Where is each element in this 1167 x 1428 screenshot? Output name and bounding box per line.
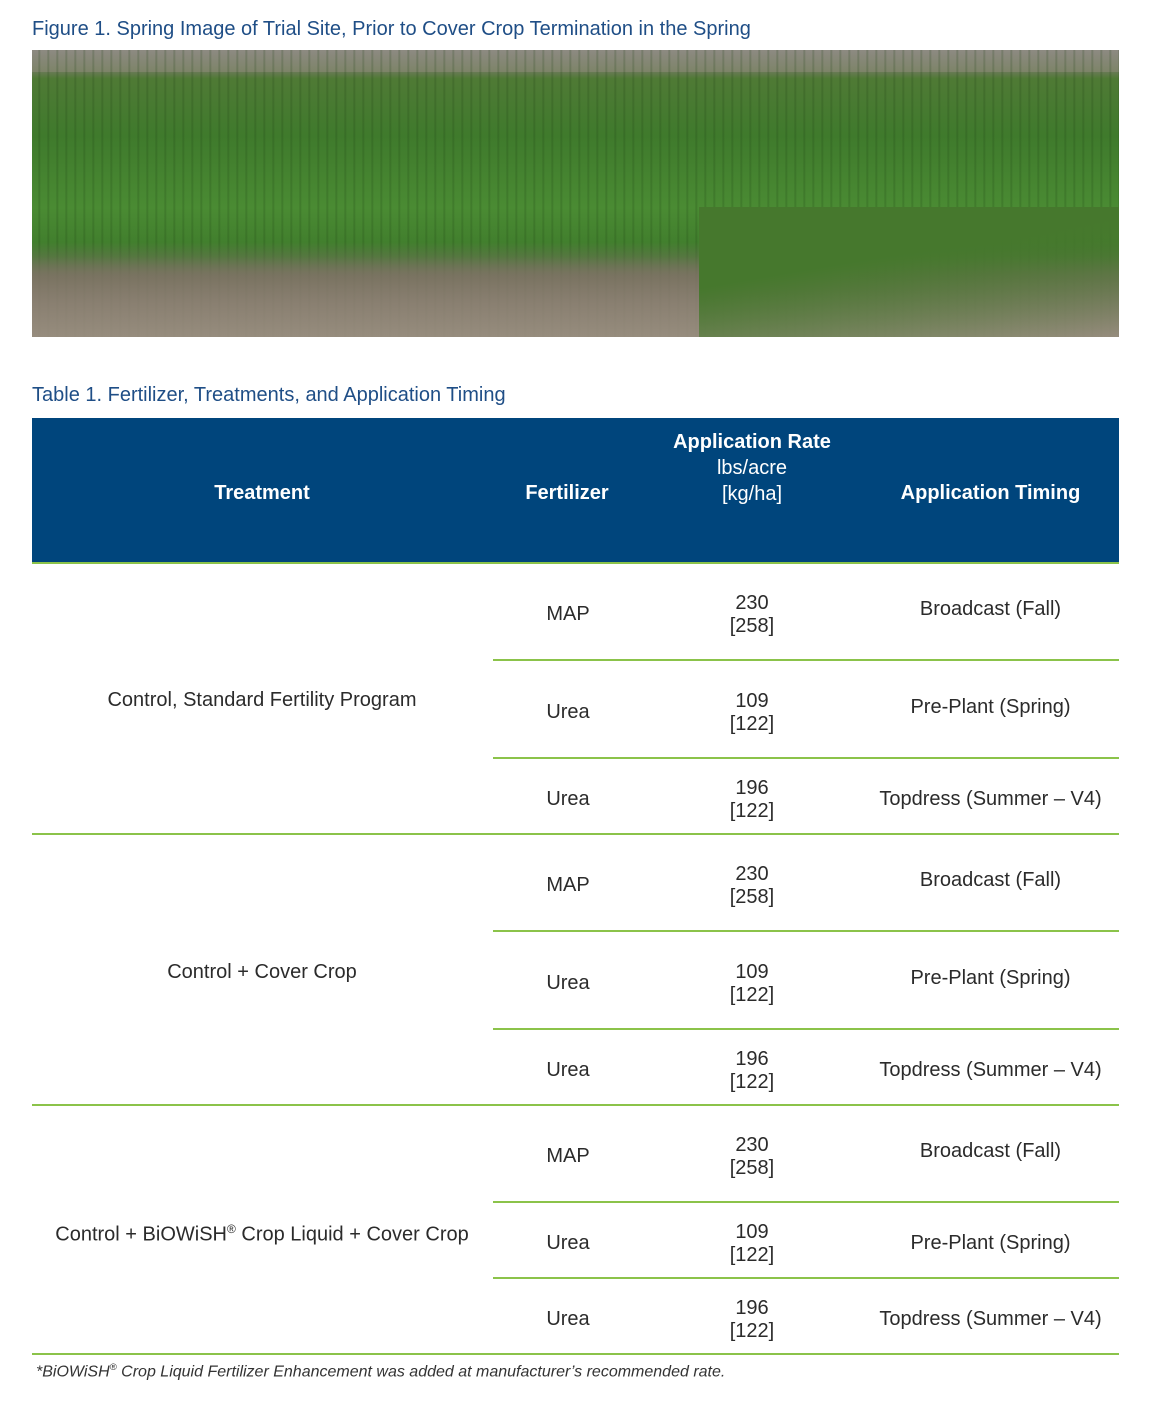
row-divider [493,1277,1119,1279]
table-caption: Table 1. Fertilizer, Treatments, and Application Timing [32,384,506,406]
rate-cell [662,1221,842,1267]
group-divider [32,1104,1119,1106]
timing-cell: Broadcast (Fall) [919,1140,1062,1162]
trial-site-photo [32,50,1119,337]
timing-cell: Topdress (Summer – V4) [879,1059,1102,1081]
table-footnote [36,1362,725,1381]
rate-imperial: 109 [735,690,769,712]
header-treatment: Treatment [214,482,310,504]
timing-cell: Broadcast (Fall) [919,869,1062,891]
group-divider [32,833,1119,835]
fertilizer-cell: MAP [546,1145,590,1167]
rate-imperial: 196 [735,777,769,799]
row-divider [493,1201,1119,1203]
rate-imperial: 230 [735,592,769,614]
rate-cell [662,690,842,736]
rate-imperial: 109 [735,1221,769,1243]
rate-metric: [122] [729,1071,775,1093]
rate-imperial: 196 [735,1048,769,1070]
fertilizer-cell: Urea [546,788,590,810]
treatment-label [32,1222,492,1247]
rate-metric: [122] [729,1244,775,1266]
timing-cell: Pre-Plant (Spring) [910,1232,1071,1254]
rate-cell [662,1048,842,1094]
header-rate-unit-imperial: lbs/acre [716,457,788,479]
treatment-label-end: Crop Liquid + Cover Crop [235,1223,469,1246]
table-header [32,418,1119,564]
row-divider [493,1028,1119,1030]
fertilizer-cell: MAP [546,874,590,896]
rate-cell [662,592,842,638]
treatment-label-start: Control + BiOWiSH [55,1223,227,1246]
timing-cell: Pre-Plant (Spring) [910,696,1071,718]
header-rate-title: Application Rate [673,431,831,453]
timing-cell: Topdress (Summer – V4) [879,788,1102,810]
row-divider [493,930,1119,932]
registered-mark: ® [226,1222,236,1236]
timing-cell: Broadcast (Fall) [919,598,1062,620]
rate-metric: [258] [729,615,775,637]
footnote-end: Crop Liquid Fertilizer Enhancement was added at manufacturer’s recommended rate. [116,1363,726,1381]
rate-metric: [122] [729,800,775,822]
rate-metric: [258] [729,1157,775,1179]
fertilizer-cell: Urea [546,701,590,723]
rate-imperial: 109 [735,961,769,983]
table-bottom-rule [32,1353,1119,1355]
timing-cell: Pre-Plant (Spring) [910,967,1071,989]
header-application-rate [662,429,842,507]
rate-cell [662,1134,842,1180]
fertilizer-cell: Urea [546,1232,590,1254]
figure-caption: Figure 1. Spring Image of Trial Site, Prior to Cover Crop Termination in the Spring [32,18,751,40]
rate-metric: [122] [729,713,775,735]
photo-grass-right [699,207,1119,337]
row-divider [493,659,1119,661]
timing-cell: Topdress (Summer – V4) [879,1308,1102,1330]
rate-metric: [258] [729,886,775,908]
row-divider [493,757,1119,759]
header-fertilizer: Fertilizer [525,482,609,504]
rate-imperial: 230 [735,1134,769,1156]
footnote-start: *BiOWiSH [36,1363,110,1381]
fertilizer-cell: Urea [546,972,590,994]
header-rate-unit-metric: [kg/ha] [721,483,783,505]
fertilizer-cell: Urea [546,1059,590,1081]
rate-imperial: 230 [735,863,769,885]
rate-metric: [122] [729,984,775,1006]
rate-imperial: 196 [735,1297,769,1319]
treatment-label: Control, Standard Fertility Program [107,689,417,711]
rate-cell [662,961,842,1007]
fertilizer-cell: MAP [546,603,590,625]
fertilizer-cell: Urea [546,1308,590,1330]
rate-cell [662,863,842,909]
rate-metric: [122] [729,1320,775,1342]
header-application-timing: Application Timing [900,482,1081,504]
footnote-registered-mark: ® [109,1362,117,1373]
rate-cell [662,777,842,823]
rate-cell [662,1297,842,1343]
treatment-label: Control + Cover Crop [167,961,357,983]
